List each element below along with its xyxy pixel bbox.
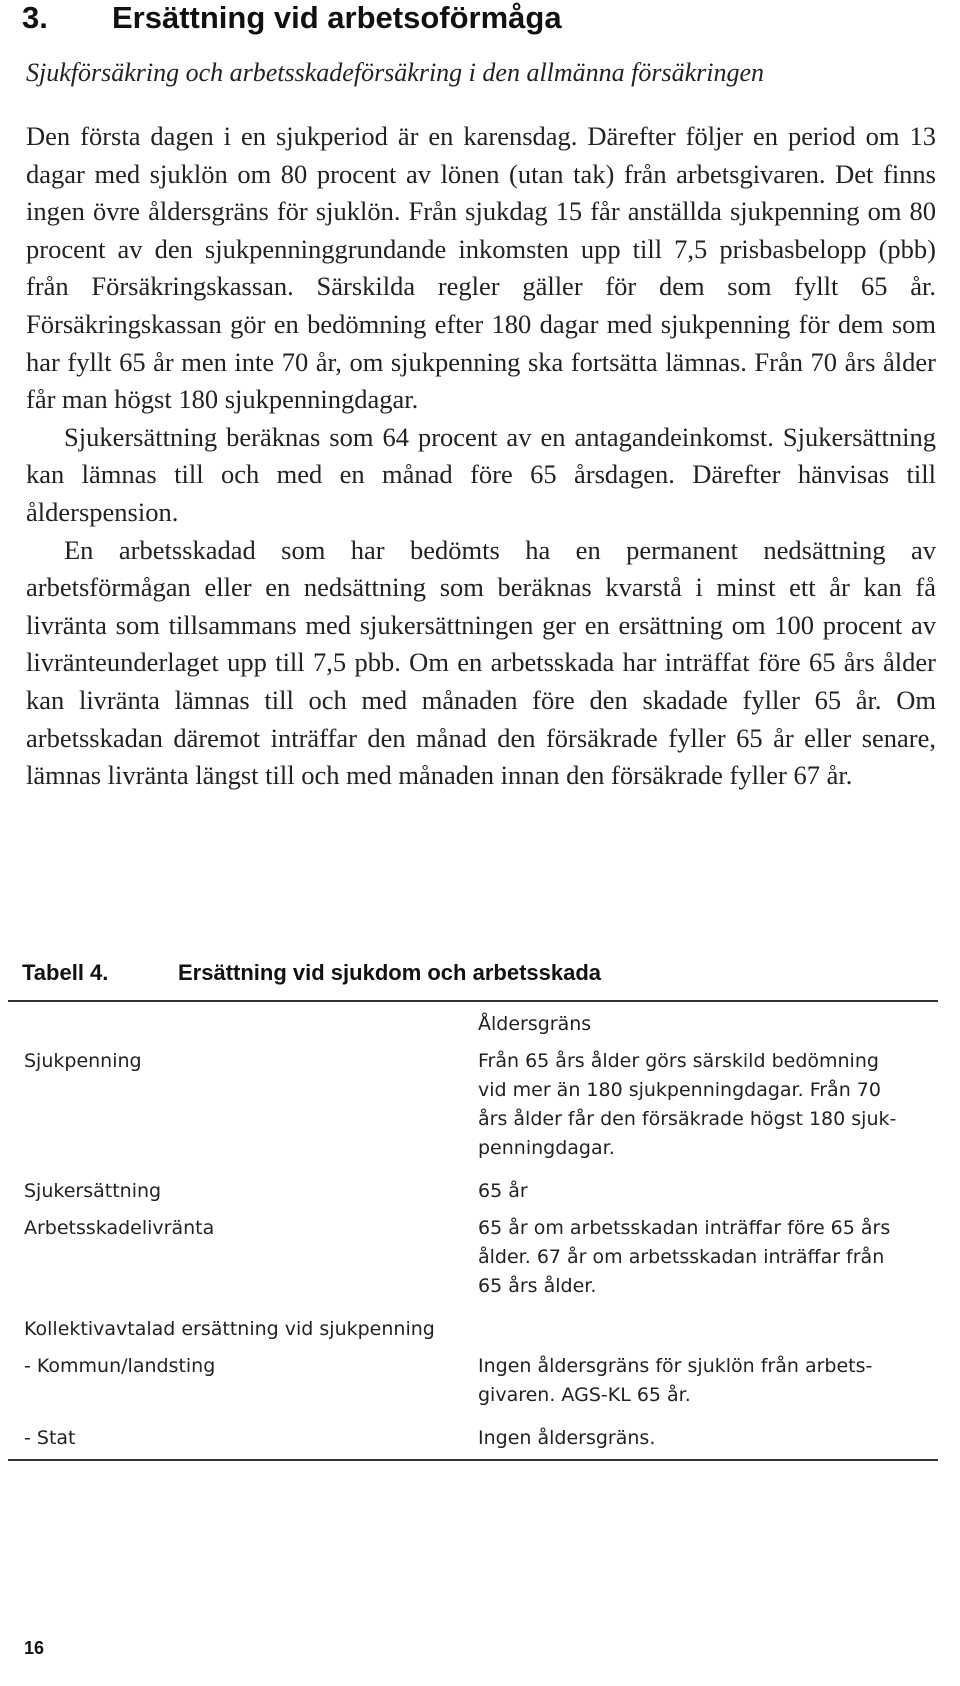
paragraph: Sjukersättning beräknas som 64 procent av en antagandeinkomst. Sjukersättning kan lämnas till och med en månad före 65 årsdagen. Därefter hänvisas till ålderspension.	[26, 421, 936, 527]
row-label: Sjukpenning	[24, 1050, 142, 1072]
body-text	[26, 118, 936, 795]
row-value: 65 år	[478, 1180, 528, 1202]
row-value	[474, 1315, 908, 1344]
row-label: - Kommun/landsting	[24, 1355, 216, 1377]
table-row	[8, 1214, 938, 1301]
row-value: Ingen åldersgräns.	[478, 1427, 656, 1449]
row-value: 65 år om arbetsskadan inträffar före 65 års ålder. 67 år om arbetsskadan inträffar från 65 års ålder.	[478, 1217, 891, 1297]
section-subtitle: Sjukförsäkring och arbetsskadeförsäkring i den allmänna försäkringen	[26, 58, 765, 87]
row-label: - Stat	[24, 1427, 76, 1449]
row-label: Arbetsskadelivränta	[24, 1217, 215, 1239]
table-row	[8, 1177, 938, 1206]
row-value: Från 65 års ålder görs särskild bedömning vid mer än 180 sjukpenningdagar. Från 70 års ålder får den försäkrade högst 180 sjukpenningdagar.	[478, 1050, 897, 1159]
row-label: Sjukersättning	[24, 1180, 162, 1202]
table-row	[8, 1352, 938, 1410]
table-title: Ersättning vid sjukdom och arbetsskada	[178, 960, 602, 985]
section-title: Ersättning vid arbetsoförmåga	[112, 0, 562, 35]
table-header-row	[8, 1010, 938, 1039]
row-label: Kollektivavtalad ersättning vid sjukpenning	[24, 1318, 435, 1340]
table-row	[8, 1315, 938, 1344]
page-number: 16	[24, 1638, 45, 1658]
column-header: Åldersgräns	[478, 1013, 592, 1035]
paragraph: En arbetsskadad som har bedömts ha en permanent nedsättning av arbetsförmågan eller en nedsättning som beräknas kvarstå i minst ett år kan få livränta som tillsammans med sjukersättningen ger en ersättning om 100 procent av livränteunderlaget upp till 7,5 pbb. Om en arbetsskada har inträffat före 65 års ålder kan livränta lämnas till och med månaden före den skadade fyller 65 år. Om arbetsskadan däremot inträffar den månad den försäkrade fyller 65 år eller senare, lämnas livränta längst till och med månaden innan den försäkrade fyller 67 år.	[26, 534, 936, 791]
paragraph: Den första dagen i en sjukperiod är en karensdag. Därefter följer en period om 13 dagar med sjuklön om 80 procent av lönen (utan tak) från arbetsgivaren. Det finns ingen övre åldersgräns för sjuklön. Från sjukdag 15 får anställda sjukpenning om 80 procent av den sjukpenninggrundande inkomsten upp till 7,5 prisbasbelopp (pbb) från Försäkringskassan. Särskilda regler gäller för dem som fyllt 65 år. Försäkringskassan gör en bedömning efter 180 dagar med sjukpenning för dem som har fyllt 65 år men inte 70 år, om sjukpenning ska fortsätta lämnas. Från 70 års ålder får man högst 180 sjukpenningdagar.	[26, 121, 936, 415]
section-heading	[22, 0, 562, 36]
table-row	[8, 1424, 938, 1453]
row-value: Ingen åldersgräns för sjuklön från arbetsgivaren. AGS-KL 65 år.	[478, 1355, 873, 1406]
section-number: 3.	[22, 0, 48, 35]
table-label: Tabell 4.	[22, 960, 109, 985]
table-caption	[22, 960, 942, 986]
table-row	[8, 1047, 938, 1163]
benefits-table	[8, 1000, 938, 1461]
